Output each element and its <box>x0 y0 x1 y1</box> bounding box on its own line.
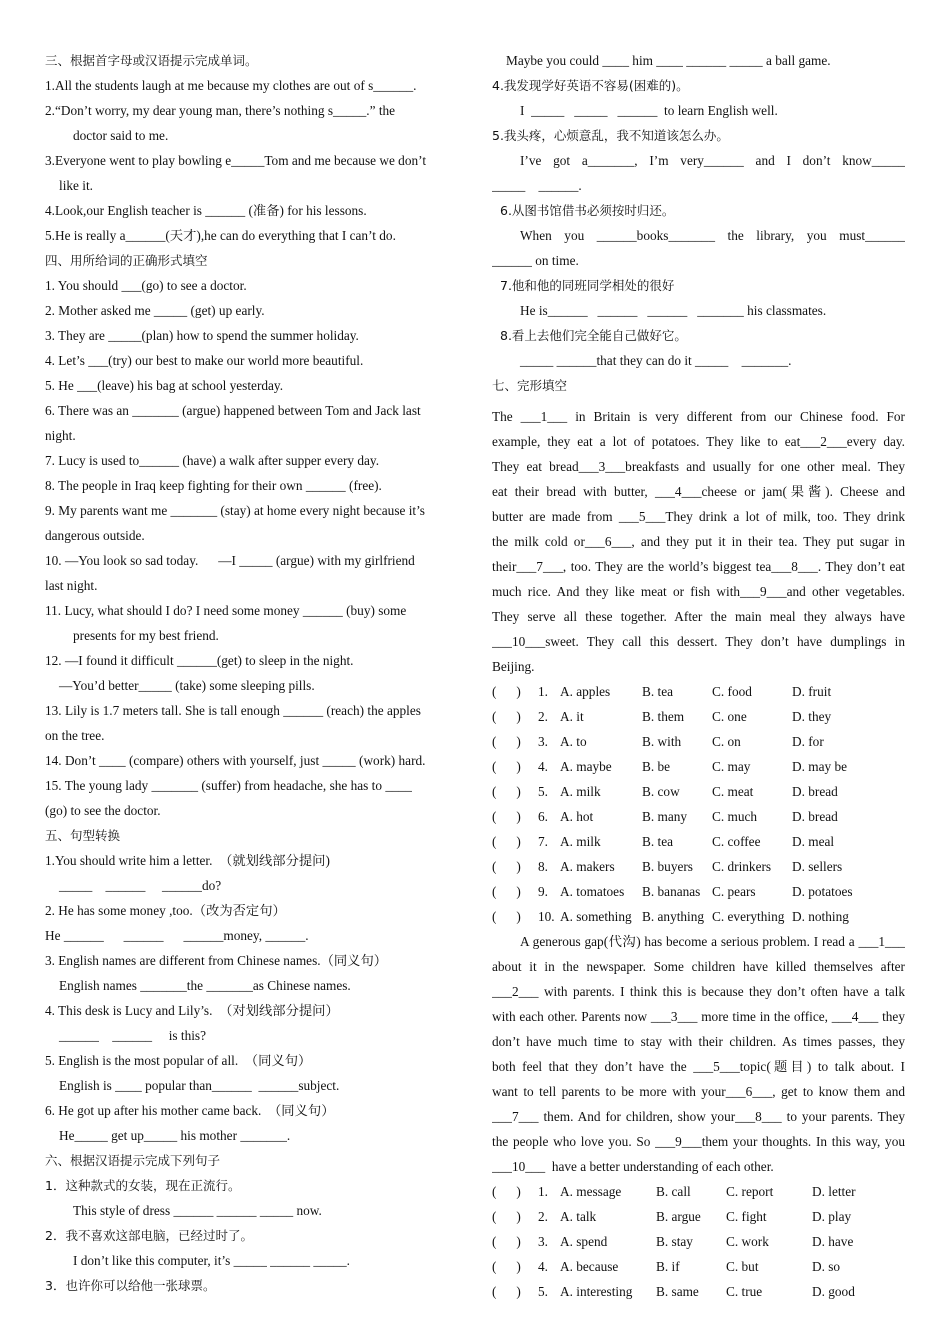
option-b[interactable]: B. tea <box>642 834 674 849</box>
option-d[interactable]: D. for <box>792 734 824 749</box>
option-d[interactable]: D. letter <box>812 1184 856 1199</box>
cloze1-line: their___7___, too. They are the world’s biggest tea___8___. They don’t eat <box>492 559 905 574</box>
question-number: 4. <box>538 1259 548 1274</box>
q6-8-answer: _____ ______that they can do it _____ _______. <box>520 353 792 368</box>
option-d[interactable]: D. bread <box>792 809 838 824</box>
q4-9: 9. My parents want me _______ (stay) at home every night because it’s <box>45 503 425 518</box>
cloze2-line: about it in the newspaper. Some children have killed themselves after <box>492 959 905 974</box>
option-b[interactable]: B. call <box>656 1184 691 1199</box>
q4-1: 1. You should ___(go) to see a doctor. <box>45 278 247 293</box>
cloze2-line: want to tell parents to be more with your___6___, get to know them and <box>492 1084 905 1099</box>
option-b[interactable]: B. bananas <box>642 884 701 899</box>
q4-15-cont: (go) to see the doctor. <box>45 803 161 818</box>
option-row <box>492 854 905 879</box>
cloze2-line: both feel that they don’t have the ___5___topic(题目) to talk about. I <box>492 1059 905 1074</box>
option-row <box>492 1204 905 1229</box>
q4-9-cont: dangerous outside. <box>45 528 145 543</box>
q6-3: 3．也许你可以给他一张球票。 <box>45 1278 216 1293</box>
option-d[interactable]: D. may be <box>792 759 848 774</box>
q3-2: 2.“Don’t worry, my dear young man, there’s nothing s_____.” the <box>45 103 396 118</box>
option-row <box>492 729 905 754</box>
option-a[interactable]: A. to <box>560 734 587 749</box>
question-number: 5. <box>538 784 548 799</box>
left-column <box>45 48 458 1298</box>
q6-2-answer: I don’t like this computer, it’s _____ ______ _____. <box>73 1253 350 1268</box>
option-b[interactable]: B. stay <box>656 1234 693 1249</box>
answer-blank[interactable]: ( ) <box>492 734 521 749</box>
option-b[interactable]: B. cow <box>642 784 680 799</box>
q4-5: 5. He ___(leave) his bag at school yesterday. <box>45 378 284 393</box>
cloze2-line: with each other. Parents now ___3___ more time in the office, ___4___ they <box>492 1009 905 1024</box>
question-number: 7. <box>538 834 548 849</box>
q4-3: 3. They are _____(plan) how to spend the summer holiday. <box>45 328 359 343</box>
q6-5: 5.我头疼，心烦意乱，我不知道该怎么办。 <box>492 128 729 143</box>
q6-6: 6.从图书馆借书必须按时归还。 <box>500 203 675 218</box>
option-d[interactable]: D. sellers <box>792 859 843 874</box>
option-row <box>492 879 905 904</box>
option-c[interactable]: C. fight <box>726 1209 767 1224</box>
q6-1: 1．这种款式的女装，现在正流行。 <box>45 1178 241 1193</box>
q3-3-cont: like it. <box>59 178 93 193</box>
q6-5-answer-cont: _____ ______. <box>492 178 582 193</box>
option-c[interactable]: C. drinkers <box>712 859 772 874</box>
option-row <box>492 829 905 854</box>
option-c[interactable]: C. work <box>726 1234 769 1249</box>
question-number: 4. <box>538 759 548 774</box>
section-5-heading: 五、句型转换 <box>45 828 121 843</box>
option-d[interactable]: D. have <box>812 1234 854 1249</box>
cloze2-line: ___7___ them. And for children, show your___8___ to your parents. They <box>492 1109 905 1124</box>
option-b[interactable]: B. be <box>642 759 671 774</box>
q5-3: 3. English names are different from Chinese names.（同义句） <box>45 953 388 968</box>
q5-6: 6. He got up after his mother came back. （同义句） <box>45 1103 335 1118</box>
question-number: 1. <box>538 1184 548 1199</box>
option-d[interactable]: D. good <box>812 1284 855 1299</box>
option-c[interactable]: C. report <box>726 1184 774 1199</box>
option-row <box>492 704 905 729</box>
cloze1-line: They eat bread___3___breakfasts and usually for one other meal. They <box>492 459 905 474</box>
option-d[interactable]: D. bread <box>792 784 838 799</box>
right-column <box>492 48 905 1304</box>
q4-13-cont: on the tree. <box>45 728 105 743</box>
option-b[interactable]: B. same <box>656 1284 699 1299</box>
option-b[interactable]: B. anything <box>642 909 705 924</box>
q3-5: 5.He is really a______(天才),he can do everything that I can’t do. <box>45 228 396 243</box>
cloze2-line: ___2___ with parents. I think this is because they don’t often have a talk <box>492 984 905 999</box>
answer-blank[interactable]: ( ) <box>492 784 521 799</box>
option-a[interactable]: A. tomatoes <box>560 884 625 899</box>
q6-4: 4.我发现学好英语不容易(困难的)。 <box>492 78 689 93</box>
option-c[interactable]: C. may <box>712 759 751 774</box>
question-number: 3. <box>538 1234 548 1249</box>
question-number: 9. <box>538 884 548 899</box>
cloze1-line: the milk cold or___6___, and they put it in their tea. They put sugar in <box>492 534 905 549</box>
section-6-heading: 六、根据汉语提示完成下列句子 <box>45 1153 221 1168</box>
option-row <box>492 679 905 704</box>
cloze2-line: the people who love you. So ___9___them your thoughts. In this way, you <box>492 1134 905 1149</box>
option-a[interactable]: A. message <box>560 1184 622 1199</box>
option-a[interactable]: A. milk <box>560 784 601 799</box>
option-a[interactable]: A. maybe <box>560 759 612 774</box>
q6-7-answer: He is______ ______ ______ _______ his classmates. <box>520 303 827 318</box>
option-c[interactable]: C. much <box>712 809 758 824</box>
answer-blank[interactable]: ( ) <box>492 1259 521 1274</box>
cloze1-passage <box>492 404 905 679</box>
option-d[interactable]: D. play <box>812 1209 852 1224</box>
answer-blank[interactable]: ( ) <box>492 1209 521 1224</box>
q5-1: 1.You should write him a letter. （就划线部分提问) <box>45 853 330 868</box>
q4-4: 4. Let’s ___(try) our best to make our world more beautiful. <box>45 353 364 368</box>
answer-blank[interactable]: ( ) <box>492 1234 521 1249</box>
option-row <box>492 1254 905 1279</box>
q4-15: 15. The young lady _______ (suffer) from headache, she has to ____ <box>45 778 412 793</box>
q4-7: 7. Lucy is used to______ (have) a walk after supper every day. <box>45 453 380 468</box>
question-number: 2. <box>538 1209 548 1224</box>
answer-blank[interactable]: ( ) <box>492 759 521 774</box>
q5-2-answer: He ______ ______ ______money, ______. <box>45 928 309 943</box>
q3-1: 1.All the students laugh at me because my clothes are out of s______. <box>45 78 417 93</box>
q6-2: 2．我不喜欢这部电脑，已经过时了。 <box>45 1228 253 1243</box>
q4-10: 10. —You look so sad today. —I _____ (argue) with my girlfriend <box>45 553 415 568</box>
section-4-heading: 四、用所给词的正确形式填空 <box>45 253 208 268</box>
option-b[interactable]: B. buyers <box>642 859 693 874</box>
q6-4-answer: I _____ _____ ______ to learn English well. <box>520 103 778 118</box>
cloze1-line: eat their bread with butter, ___4___cheese or jam(果酱). Cheese and <box>492 484 905 499</box>
option-b[interactable]: B. tea <box>642 684 674 699</box>
option-c[interactable]: C. coffee <box>712 834 761 849</box>
option-b[interactable]: B. many <box>642 809 688 824</box>
option-row <box>492 779 905 804</box>
option-a[interactable]: A. apples <box>560 684 611 699</box>
answer-blank[interactable]: ( ) <box>492 859 521 874</box>
option-c[interactable]: C. food <box>712 684 752 699</box>
option-a[interactable]: A. milk <box>560 834 601 849</box>
q6-1-answer: This style of dress ______ ______ _____ now. <box>73 1203 322 1218</box>
cloze1-line: butter are made from ___5___They drink a lot of milk, too. They drink <box>492 509 905 524</box>
option-a[interactable]: A. because <box>560 1259 619 1274</box>
cloze1-options <box>492 679 905 929</box>
q4-6-cont: night. <box>45 428 76 443</box>
cloze1-line: much rice. And they like meat or fish with___9___and other vegetables. <box>492 584 905 599</box>
q3-4: 4.Look,our English teacher is ______ (准备) for his lessons. <box>45 203 367 218</box>
cloze2-line: don’t have much time to stay with their children. As times passes, they <box>492 1034 905 1049</box>
option-row <box>492 754 905 779</box>
option-row <box>492 1179 905 1204</box>
option-a[interactable]: A. talk <box>560 1209 597 1224</box>
cloze1-line: example, they eat a lot of potatoes. They like to eat___2___every day. <box>492 434 905 449</box>
q6-7: 7.他和他的同班同学相处的很好 <box>500 278 675 293</box>
answer-blank[interactable]: ( ) <box>492 809 521 824</box>
cloze2-line: A generous gap(代沟) has become a serious problem. I read a ___1___ <box>520 934 905 949</box>
q5-6-answer: He_____ get up_____ his mother _______. <box>59 1128 291 1143</box>
q4-11-cont: presents for my best friend. <box>73 628 219 643</box>
q3-2-cont: doctor said to me. <box>73 128 169 143</box>
option-d[interactable]: D. they <box>792 709 832 724</box>
option-a[interactable]: A. spend <box>560 1234 608 1249</box>
question-number: 10. <box>538 909 555 924</box>
q4-10-cont: last night. <box>45 578 98 593</box>
option-a[interactable]: A. it <box>560 709 584 724</box>
question-number: 6. <box>538 809 548 824</box>
q4-11: 11. Lucy, what should I do? I need some money ______ (buy) some <box>45 603 407 618</box>
q5-5-answer: English is ____ popular than______ ______subject. <box>59 1078 340 1093</box>
q4-2: 2. Mother asked me _____ (get) up early. <box>45 303 265 318</box>
option-c[interactable]: C. pears <box>712 884 756 899</box>
option-row <box>492 1279 905 1304</box>
q5-4: 4. This desk is Lucy and Lily’s. （对划线部分提问） <box>45 1003 339 1018</box>
option-d[interactable]: D. nothing <box>792 909 849 924</box>
answer-blank[interactable]: ( ) <box>492 1184 521 1199</box>
q6-8: 8.看上去他们完全能自己做好它。 <box>500 328 687 343</box>
answer-blank[interactable]: ( ) <box>492 884 521 899</box>
cloze1-line: The ___1___ in Britain is very different from our Chinese food. For <box>492 409 905 424</box>
cloze2-line: ___10___ have a better understanding of each other. <box>492 1159 774 1174</box>
option-c[interactable]: C. everything <box>712 909 785 924</box>
question-number: 8. <box>538 859 548 874</box>
cloze2-options <box>492 1179 905 1304</box>
option-b[interactable]: B. argue <box>656 1209 701 1224</box>
q5-1-answer: _____ ______ ______do? <box>59 878 222 893</box>
option-c[interactable]: C. but <box>726 1259 759 1274</box>
q4-13: 13. Lily is 1.7 meters tall. She is tall enough ______ (reach) the apples <box>45 703 421 718</box>
q5-4-answer: ______ ______ is this? <box>59 1028 207 1043</box>
option-row <box>492 804 905 829</box>
option-d[interactable]: D. fruit <box>792 684 832 699</box>
q3-3: 3.Everyone went to play bowling e_____Tom and me because we don’t <box>45 153 427 168</box>
option-a[interactable]: A. interesting <box>560 1284 633 1299</box>
q6-3-answer: Maybe you could ____ him ____ ______ _____ a ball game. <box>506 53 831 68</box>
option-b[interactable]: B. with <box>642 734 682 749</box>
cloze2-passage <box>492 929 905 1179</box>
option-c[interactable]: C. meat <box>712 784 754 799</box>
option-d[interactable]: D. so <box>812 1259 841 1274</box>
answer-blank[interactable]: ( ) <box>492 684 521 699</box>
q4-6: 6. There was an _______ (argue) happened between Tom and Jack last <box>45 403 421 418</box>
option-a[interactable]: A. hot <box>560 809 594 824</box>
question-number: 3. <box>538 734 548 749</box>
q4-12-cont: —You’d better_____ (take) some sleeping pills. <box>59 678 315 693</box>
q6-6-answer: When you ______books_______ the library, you must______ <box>520 228 905 243</box>
answer-blank[interactable]: ( ) <box>492 709 521 724</box>
option-d[interactable]: D. potatoes <box>792 884 853 899</box>
option-c[interactable]: C. true <box>726 1284 763 1299</box>
option-c[interactable]: C. on <box>712 734 741 749</box>
option-row <box>492 904 905 929</box>
answer-blank[interactable]: ( ) <box>492 834 521 849</box>
q5-3-answer: English names _______the _______as Chinese names. <box>59 978 351 993</box>
question-number: 5. <box>538 1284 548 1299</box>
option-b[interactable]: B. if <box>656 1259 680 1274</box>
answer-blank[interactable]: ( ) <box>492 1284 521 1299</box>
cloze1-line: ___10___sweet. They call this dessert. They don’t have dumplings in <box>492 634 905 649</box>
cloze1-line: Beijing. <box>492 659 535 674</box>
option-row <box>492 1229 905 1254</box>
option-a[interactable]: A. makers <box>560 859 615 874</box>
cloze1-line: They serve all these together. After the main meal they always have <box>492 609 905 624</box>
q4-8: 8. The people in Iraq keep fighting for their own ______ (free). <box>45 478 382 493</box>
option-c[interactable]: C. one <box>712 709 747 724</box>
q5-2: 2. He has some money ,too.（改为否定句） <box>45 903 286 918</box>
answer-blank[interactable]: ( ) <box>492 909 521 924</box>
question-number: 1. <box>538 684 548 699</box>
option-d[interactable]: D. meal <box>792 834 835 849</box>
q6-6-answer-cont: ______ on time. <box>492 253 579 268</box>
q5-5: 5. English is the most popular of all. （同义句） <box>45 1053 312 1068</box>
section-3-heading: 三、根据首字母或汉语提示完成单词。 <box>45 53 258 68</box>
option-b[interactable]: B. them <box>642 709 685 724</box>
q4-14: 14. Don’t ____ (compare) others with yourself, just _____ (work) hard. <box>45 753 426 768</box>
section-7-heading: 七、完形填空 <box>492 378 568 393</box>
q4-12: 12. —I found it difficult ______(get) to sleep in the night. <box>45 653 354 668</box>
option-a[interactable]: A. something <box>560 909 632 924</box>
q6-5-answer: I’ve got a_______, I’m very______ and I don’t know_____ <box>520 153 905 168</box>
question-number: 2. <box>538 709 548 724</box>
